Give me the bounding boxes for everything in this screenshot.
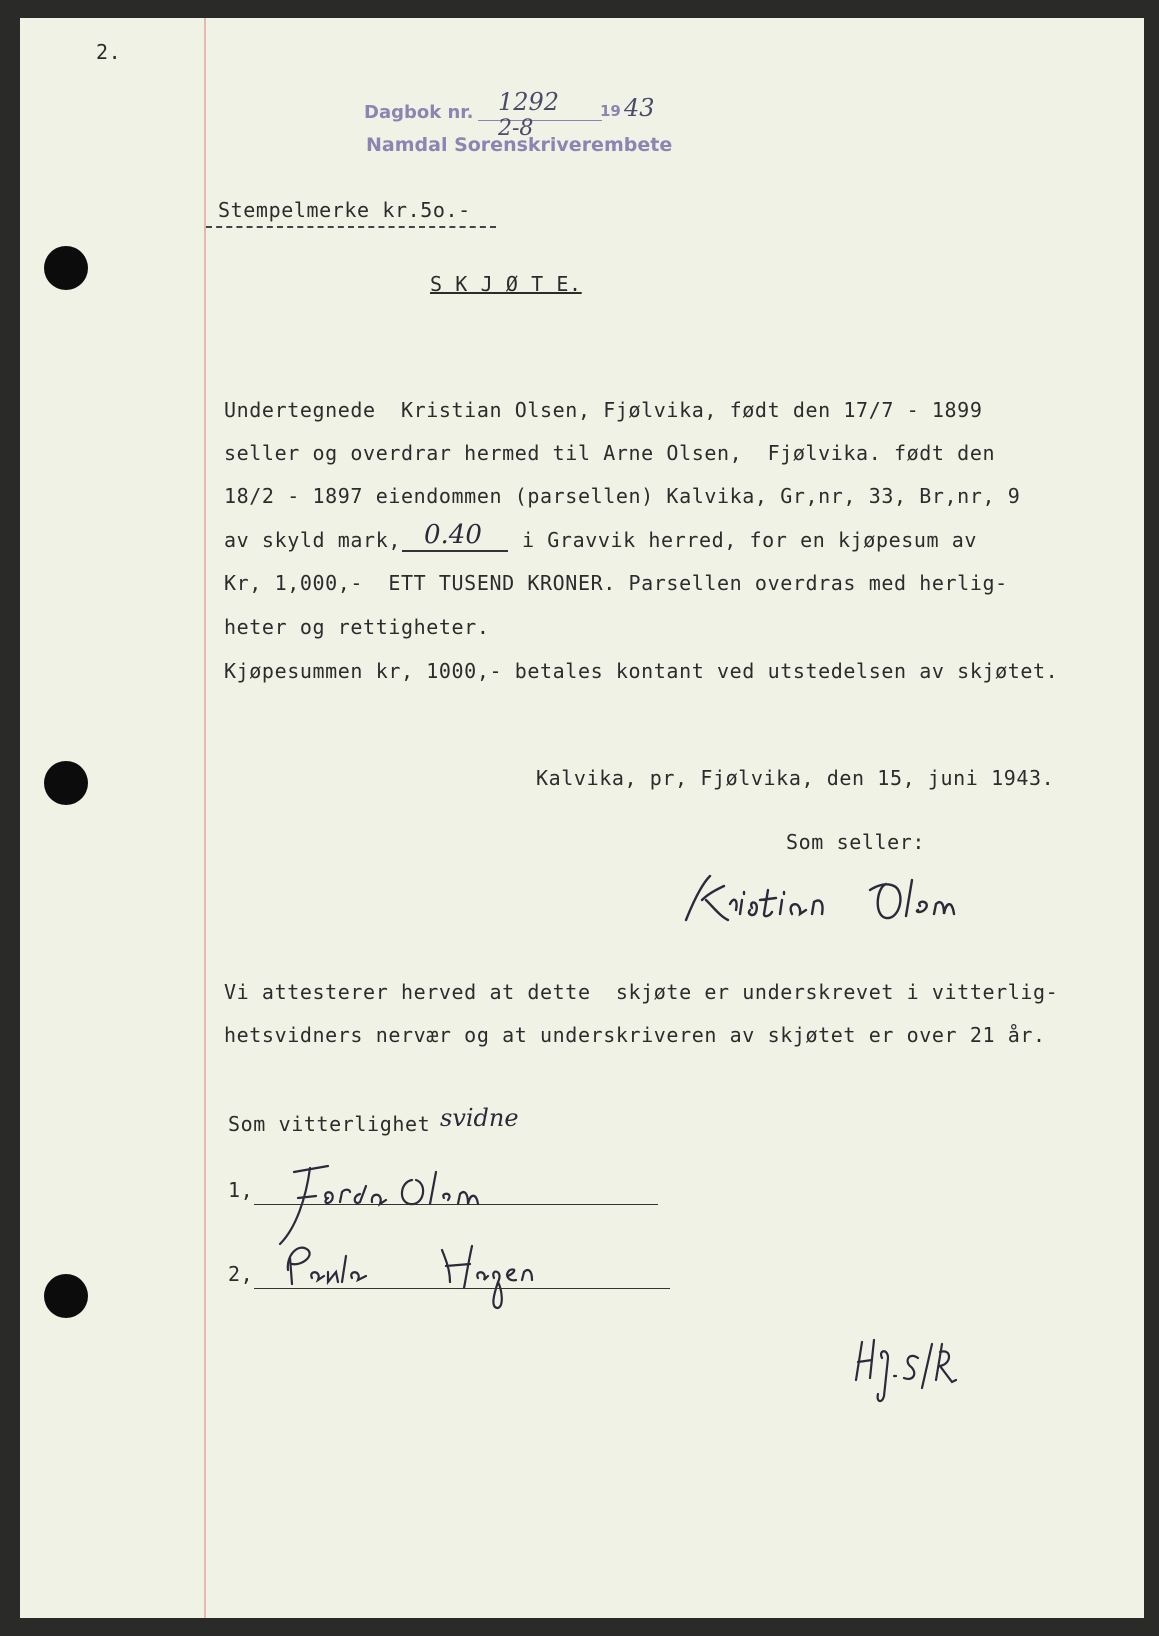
stamp-year-prefix: 19	[600, 102, 621, 120]
stamp-entry-underline	[478, 120, 602, 121]
skyld-mark-value: 0.40	[424, 520, 482, 550]
stamp-entry-number: 1292	[498, 88, 560, 116]
attestation-line: Vi attesterer herved at dette skjøte er underskrevet i vitterlig-	[224, 980, 1059, 1004]
page-number: 2.	[96, 40, 122, 64]
witness-number: 2,	[228, 1262, 254, 1286]
document-page	[20, 18, 1144, 1618]
body-line: av skyld mark,	[224, 528, 401, 552]
witness-label: Som vitterlighet	[228, 1112, 431, 1136]
punch-hole	[44, 1274, 88, 1318]
witness-signature-line	[254, 1204, 658, 1205]
stamp-duty-rule	[206, 226, 496, 228]
body-line: Undertegnede Kristian Olsen, Fjølvika, født den 17/7 - 1899	[224, 398, 983, 422]
body-line: heter og rettigheter.	[224, 615, 490, 639]
witness-signature	[282, 1234, 562, 1314]
body-line: Kr, 1,000,- ETT TUSEND KRONER. Parsellen overdras med herlig-	[224, 571, 1008, 595]
stamp-date: 2-8	[498, 116, 534, 141]
registry-mark	[848, 1336, 968, 1408]
witness-label-handwritten: svidne	[440, 1104, 519, 1132]
skyld-mark-underline	[402, 550, 508, 552]
stamp-dagbok-label: Dagbok nr.	[364, 102, 474, 123]
body-line: seller og overdrar hermed til Arne Olsen, Fjølvika. født den	[224, 441, 996, 465]
seller-signature	[680, 870, 990, 934]
attestation-line: hetsvidners nervær og at underskriveren av skjøtet er over 21 år.	[224, 1023, 1046, 1047]
body-line: Kjøpesummen kr, 1000,- betales kontant ved utstedelsen av skjøtet.	[224, 659, 1059, 683]
stamp-office: Namdal Sorenskriverembete	[366, 134, 673, 156]
witness-signature-line	[254, 1288, 670, 1289]
body-line: 18/2 - 1897 eiendommen (parsellen) Kalvika, Gr,nr, 33, Br,nr, 9	[224, 484, 1021, 508]
stamp-duty-text: Stempelmerke kr.5o.-	[218, 198, 471, 222]
seller-label: Som seller:	[786, 830, 926, 854]
place-date: Kalvika, pr, Fjølvika, den 15, juni 1943.	[536, 766, 1055, 790]
punch-hole	[44, 761, 88, 805]
body-line: i Gravvik herred, for en kjøpesum av	[522, 528, 978, 552]
stamp-year-suffix: 43	[624, 94, 655, 122]
punch-hole	[44, 246, 88, 290]
document-title: S K J Ø T E.	[430, 272, 582, 296]
margin-line	[204, 18, 206, 1618]
witness-number: 1,	[228, 1178, 254, 1202]
